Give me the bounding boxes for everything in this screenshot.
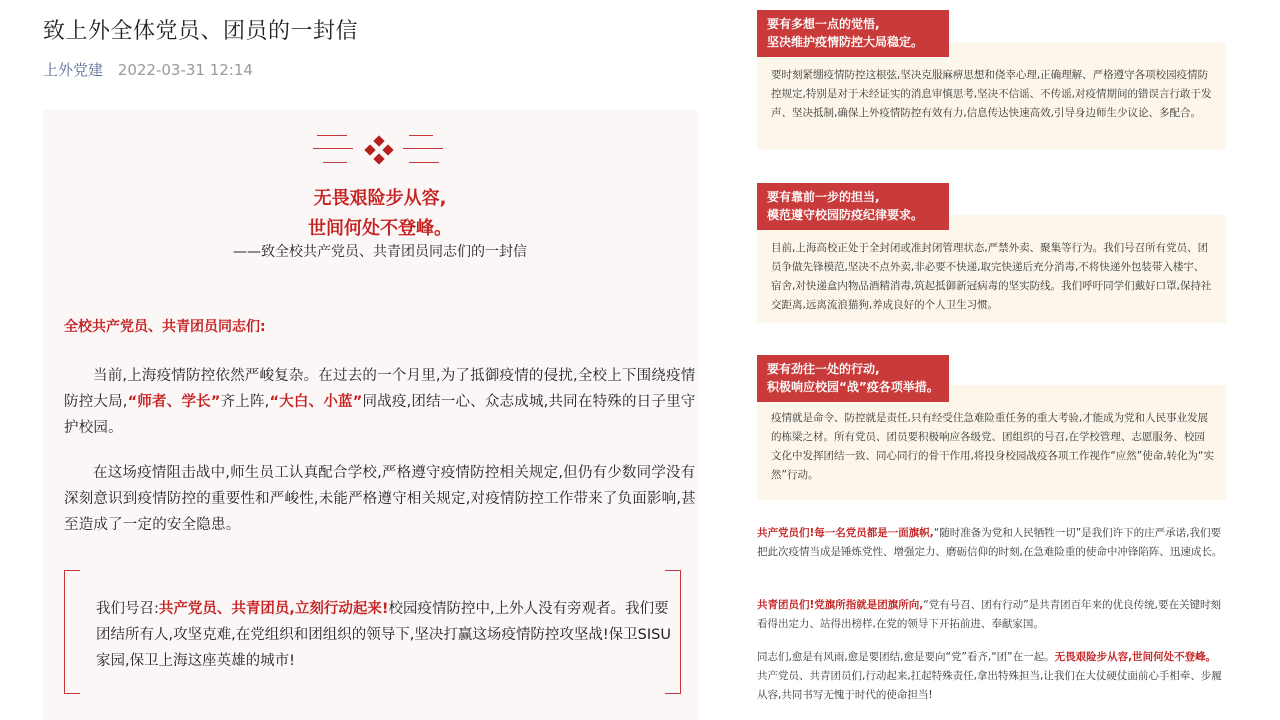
article-title: 致上外全体党员、团员的一封信 (43, 19, 359, 44)
section-3-header: 要有劲往一处的行动, 积极响应校园“战”疫各项举措。 (757, 355, 949, 402)
ornament-icon (313, 132, 443, 166)
section-3-body: 疫情就是命令、防控就是责任,只有经受住急难险重任务的重大考验,才能成为党和人民事业发展的栋梁之材。所有党员、团员要积极响应各级党、团组织的号召,在学校管理、志愿服务、校园文化中发挥团结一致、同心同行的骨干作用,将投身校园战疫各项工作视作“应然”使命,转化为“实然”行动。 (757, 385, 1226, 500)
section-1-header: 要有多想一点的觉悟, 坚决维护疫情防控大局稳定。 (757, 10, 949, 57)
closing-paragraph-1: 共产党员们!每一名党员都是一面旗帜,“随时准备为党和人民牺牲一切”是我们许下的庄严承诺,我们要把此次疫情当成是锤炼党性、增强定力、磨砺信仰的时刻,在急难险重的使命中冲锋陷阵、迅速成长。 (757, 527, 1223, 558)
slogan-line-1: 无畏艰险步从容, (313, 188, 447, 209)
letter-paragraph-2: 在这场疫情阻击战中,师生员工认真配合学校,严格遵守疫情防控相关规定,但仍有少数同学没有深刻意识到疫情防控的重要性和严峻性,未能严格遵守相关规定,对疫情防控工作带来了负面影响,甚至造成了一定的安全隐患。 (64, 465, 696, 533)
section-2-body: 目前,上海高校正处于全封闭或准封闭管理状态,严禁外卖、聚集等行为。我们号召所有党员、团员争做先锋模范,坚决不点外卖,非必要不快递,取完快递后充分消毒,不将快递外包装带入楼宇、宿舍,对快递盒内物品酒精消毒,筑起抵御新冠病毒的坚实防线。我们呼吁同学们戴好口罩,保持社交距离,远离流浪猫狗,养成良好的个人卫生习惯。 (757, 215, 1226, 323)
closing-paragraph-2: 共青团员们!党旗所指就是团旗所向,“党有号召、团有行动”是共青团百年来的优良传统,要在关键时刻看得出定力、站得出榜样,在党的领导下开拓前进、奉献家国。 (757, 599, 1221, 630)
call-to-action-box (64, 570, 681, 694)
bracket-left (64, 570, 80, 694)
publish-date: 2022-03-31 12:14 (117, 61, 253, 79)
slogan-line-2: 世间何处不登峰。 (308, 218, 452, 239)
author-link[interactable]: 上外党建 (43, 61, 104, 79)
call-to-action-text: 我们号召:共产党员、共青团员,立刻行动起来!校园疫情防控中,上外人没有旁观者。我们要团结所有人,攻坚克难,在党组织和团组织的领导下,坚决打赢这场疫情防控攻坚战!保卫SISU家园,保卫上海这座英雄的城市! (96, 601, 671, 669)
section-1-body: 要时刻紧绷疫情防控这根弦,坚决克服麻痹思想和侥幸心理,正确理解、严格遵守各项校园疫情防控规定,特别是对于未经证实的消息审慎思考,坚决不信谣、不传谣,对疫情期间的错误言行敢于发声、坚决抵制,确保上外疫情防控有效有力,信息传达快速高效,引导身边师生少议论、多配合。 (757, 42, 1226, 150)
letter-slogan (240, 184, 520, 244)
article-meta (43, 59, 253, 80)
letter-paragraph-1: 当前,上海疫情防控依然严峻复杂。在过去的一个月里,为了抵御疫情的侵扰,全校上下围绕疫情防控大局,“师者、学长”齐上阵,“大白、小蓝”同战疫,团结一心、众志成城,共同在特殊的日子里守护校园。 (64, 368, 696, 436)
letter-greeting: 全校共产党员、共青团员同志们: (64, 319, 266, 335)
closing-paragraph-3: 同志们,愈是有风雨,愈是要团结,愈是要向“党”看齐,“团”在一起。无畏艰险步从容,世间何处不登峰。共产党员、共青团员们,行动起来,扛起特殊责任,拿出特殊担当,让我们在大仗硬仗面前心手相牵、步履从容,共同书写无愧于时代的使命担当! (757, 651, 1222, 701)
letter-subtitle: ——致全校共产党员、共青团员同志们的一封信 (233, 244, 527, 260)
section-2-header: 要有靠前一步的担当, 模范遵守校园防疫纪律要求。 (757, 183, 949, 230)
